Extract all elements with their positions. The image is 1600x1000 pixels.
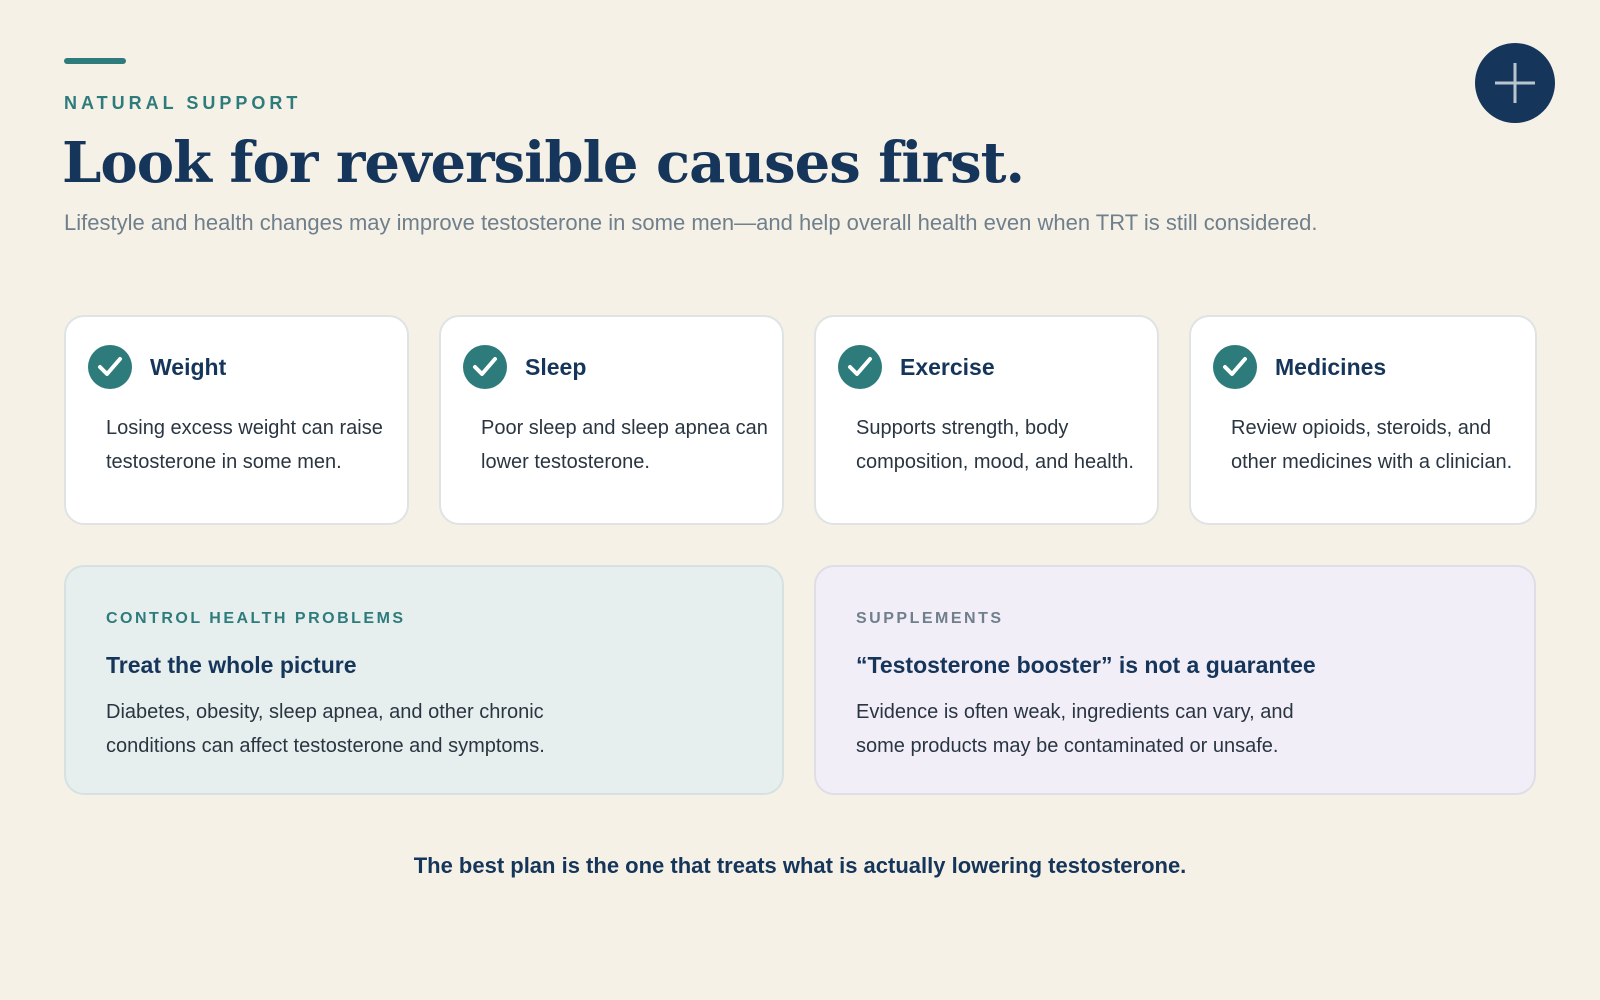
page-subtitle: Lifestyle and health changes may improve testosterone in some men—and help overall health even when TRT is still considered. <box>64 210 1318 235</box>
accent-bar <box>64 58 126 64</box>
panel-body: Evidence is often weak, ingredients can vary, and some products may be contaminated or unsafe. <box>856 701 1294 757</box>
panel-title: “Testosterone booster” is not a guarantee <box>856 652 1316 678</box>
card-exercise <box>814 315 1159 525</box>
card-body: Review opioids, steroids, and other medicines with a clinician. <box>1231 417 1513 473</box>
check-icon <box>88 345 132 389</box>
check-icon <box>1213 345 1257 389</box>
check-icon <box>838 345 882 389</box>
footer-note: The best plan is the one that treats what is actually lowering testosterone. <box>413 853 1187 878</box>
card-title: Weight <box>150 353 227 380</box>
card-body: Poor sleep and sleep apnea can lower testosterone. <box>481 417 768 473</box>
panel-eyebrow: SUPPLEMENTS <box>856 610 1004 627</box>
health-problems-panel <box>64 565 784 795</box>
card-weight <box>64 315 409 525</box>
add-button[interactable] <box>1475 43 1555 123</box>
section-eyebrow: NATURAL SUPPORT <box>64 93 302 113</box>
card-title: Exercise <box>900 353 995 380</box>
card-title: Sleep <box>525 353 587 380</box>
panel-eyebrow: CONTROL HEALTH PROBLEMS <box>106 610 406 627</box>
page-title: Look for reversible causes first. <box>62 130 1025 196</box>
card-title: Medicines <box>1275 353 1387 380</box>
supplements-panel <box>814 565 1536 795</box>
card-sleep <box>439 315 784 525</box>
card-body: Losing excess weight can raise testosterone in some men. <box>106 417 383 473</box>
panel-body: Diabetes, obesity, sleep apnea, and other chronic conditions can affect testosterone and symptoms. <box>106 701 545 757</box>
card-body: Supports strength, body composition, mood, and health. <box>856 417 1134 473</box>
tips-card-row <box>64 315 1537 525</box>
panel-title: Treat the whole picture <box>106 652 357 678</box>
card-medicines <box>1189 315 1537 525</box>
check-icon <box>463 345 507 389</box>
